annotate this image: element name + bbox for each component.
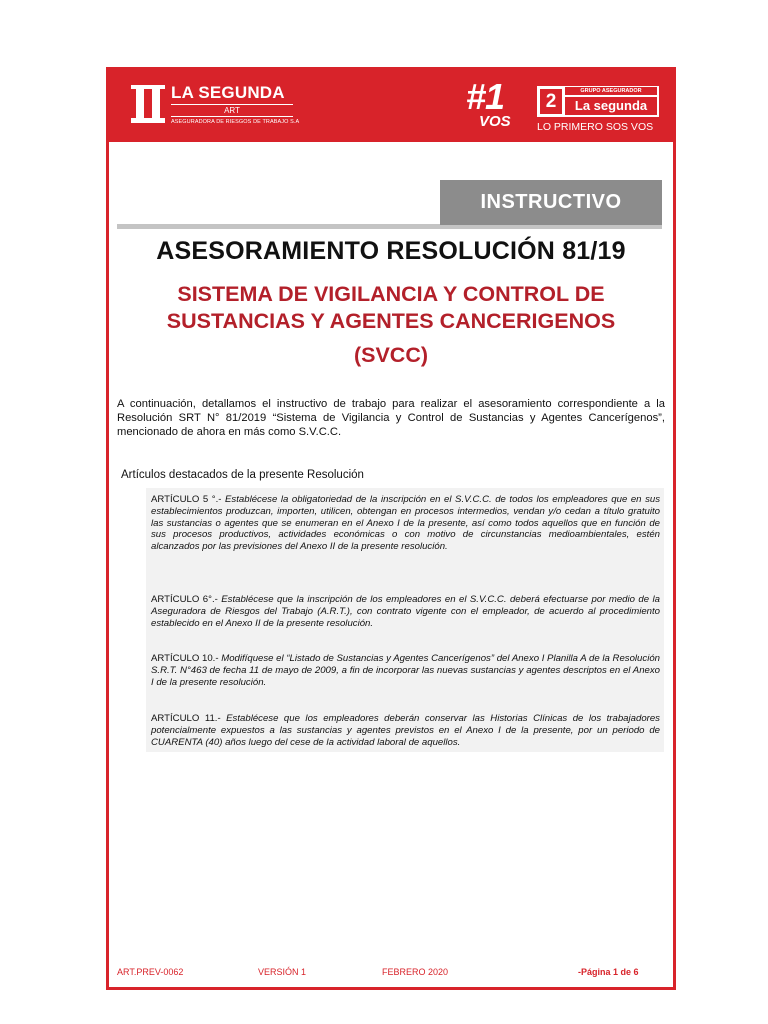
subtitle bbox=[109, 281, 673, 335]
brand-name: LA SEGUNDA bbox=[171, 83, 285, 102]
intro-paragraph: A continuación, detallamos el instructivo de trabajo para realizar el asesoramiento correspondiente a la Resolución SRT N° 81/2019 “Sistema de Vigilancia y Control de Sustancias y Agentes Cancerígenos”, mencionado de ahora en más como S.V.C.C. bbox=[117, 398, 665, 438]
article-body: Establécese la obligatoriedad de la inscripción en el S.V.C.C. de todos los empleadores que en sus establecimientos produzcan, importen, utilicen, obtengan en procesos intermedios, vendan y/o cedan a título gratuito las sustancias o agentes que se enumeran en el Anexo I de la presente, así como todos aquellos que en función de sus procesos productivos, actividades económicas o con motivo de circunstancias medioambientales, estén alcanzados por las previsiones del Anexo II de la presente resolución. bbox=[151, 494, 660, 553]
footer-version: VERSIÓN 1 bbox=[258, 967, 307, 977]
articles-heading: Artículos destacados de la presente Resolución bbox=[121, 469, 364, 481]
article-body: Modifíquese el “Listado de Sustancias y Agentes Cancerígenos” del Anexo I Planilla A de la Resolución S.R.T. N°463 de fecha 11 de mayo de 2009, a fin de incorporar las nuevas sustancias y agentes descriptos en el Anexo I de la presente resolución. bbox=[151, 653, 660, 688]
article-body: Establécese que los empleadores deberán conservar las Historias Clínicas de los trabajadores potencialmente expuestos a las sustancias y agentes previstos en el Anexo I de la presente, por un periodo de CUARENTA (40) años luego del cese de la actividad laboral de aquellos. bbox=[151, 713, 660, 748]
articles-box bbox=[146, 488, 664, 752]
group-name: La segunda bbox=[565, 97, 657, 115]
footer-date: FEBRERO 2020 bbox=[382, 967, 449, 977]
article-6 bbox=[151, 594, 660, 629]
article-11 bbox=[151, 713, 660, 748]
article-heading: ARTÍCULO 6°.- bbox=[151, 594, 218, 605]
footer-code: ART.PREV-0062 bbox=[117, 967, 184, 977]
brand-tagline: ASEGURADORA DE RIESGOS DE TRABAJO S.A bbox=[171, 119, 300, 125]
article-body: Establécese que la inscripción de los empleadores en el S.V.C.C. deberá efectuarse por medio de la Aseguradora de Riesgos del Trabajo (A.R.T.), con contrato vigente con el empleador, de acuerdo al procedimiento establecido en el Anexo II de la presente resolución. bbox=[151, 594, 660, 629]
acronym: (SVCC) bbox=[353, 343, 429, 367]
header-banner bbox=[109, 70, 673, 142]
subtitle-line-1: SISTEMA DE VIGILANCIA Y CONTROL DE bbox=[177, 282, 605, 306]
article-5 bbox=[151, 494, 660, 553]
article-heading: ARTÍCULO 5 °.- bbox=[151, 494, 222, 505]
badge-word: VOS bbox=[479, 113, 511, 130]
document-label: INSTRUCTIVO bbox=[440, 180, 662, 225]
group-logo-letter: 2 bbox=[540, 89, 562, 114]
group-label: GRUPO ASEGURADOR bbox=[565, 87, 657, 95]
slogan: LO PRIMERO SOS VOS bbox=[537, 121, 654, 133]
document-page bbox=[106, 67, 676, 990]
page-title: ASESORAMIENTO RESOLUCIÓN 81/19 bbox=[156, 237, 626, 265]
article-heading: ARTÍCULO 10.- bbox=[151, 653, 219, 664]
subtitle-line-2: SUSTANCIAS Y AGENTES CANCERIGENOS bbox=[166, 309, 616, 333]
group-logo bbox=[537, 86, 659, 117]
footer-page: -Página 1 de 6 bbox=[578, 967, 639, 977]
la-segunda-logo-icon bbox=[131, 85, 165, 123]
article-10 bbox=[151, 653, 660, 688]
brand-sub: ART bbox=[171, 104, 293, 117]
article-heading: ARTÍCULO 11.- bbox=[151, 713, 221, 724]
badge-number: #1 bbox=[466, 76, 505, 117]
